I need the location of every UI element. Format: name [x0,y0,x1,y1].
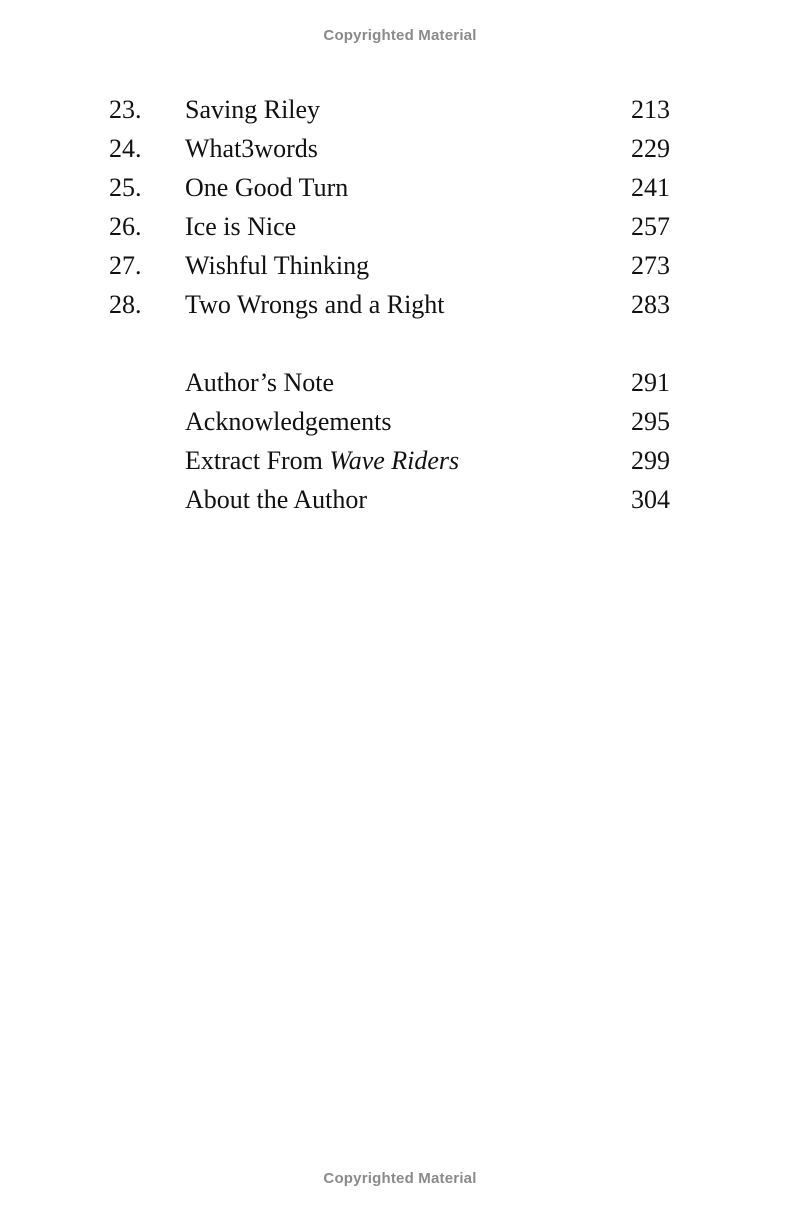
back-matter-title [185,443,459,479]
chapter-number: 24. [109,134,142,163]
chapter-title: Saving Riley [185,95,321,124]
chapter-title: Ice is Nice [185,212,297,241]
copyright-watermark-top: Copyrighted Material [323,27,477,44]
chapter-title: One Good Turn [185,173,349,202]
chapter-number: 27. [109,251,142,280]
toc-entry [0,170,800,206]
page-number: 273 [631,251,670,280]
toc-entry-back-matter [0,482,800,518]
toc-entry [0,248,800,284]
toc-entry-back-matter [0,443,800,479]
page-number: 229 [631,134,670,163]
page-number: 304 [631,485,670,514]
page-number: 257 [631,212,670,241]
toc-entry-back-matter [0,365,800,401]
toc-entry [0,92,800,128]
toc-entry [0,209,800,245]
page-number: 291 [631,368,670,397]
chapter-title: What3words [185,134,318,163]
page-number: 283 [631,290,670,319]
chapter-title: Wishful Thinking [185,251,370,280]
toc-entry-back-matter [0,404,800,440]
back-matter-title-prefix: Extract From [185,446,330,475]
page-number: 295 [631,407,670,436]
page-number: 241 [631,173,670,202]
back-matter-title: About the Author [185,485,367,514]
back-matter-title: Acknowledgements [185,407,392,436]
page-number: 299 [631,446,670,475]
chapter-title: Two Wrongs and a Right [185,290,445,319]
book-title-italic: Wave Riders [329,446,460,475]
chapter-number: 26. [109,212,142,241]
back-matter-title: Author’s Note [185,368,335,397]
chapter-number: 25. [109,173,142,202]
chapter-number: 28. [109,290,142,319]
copyright-watermark-bottom: Copyrighted Material [323,1170,477,1187]
chapter-number: 23. [109,95,142,124]
page-number: 213 [631,95,670,124]
toc-entry [0,131,800,167]
toc-entry [0,287,800,323]
